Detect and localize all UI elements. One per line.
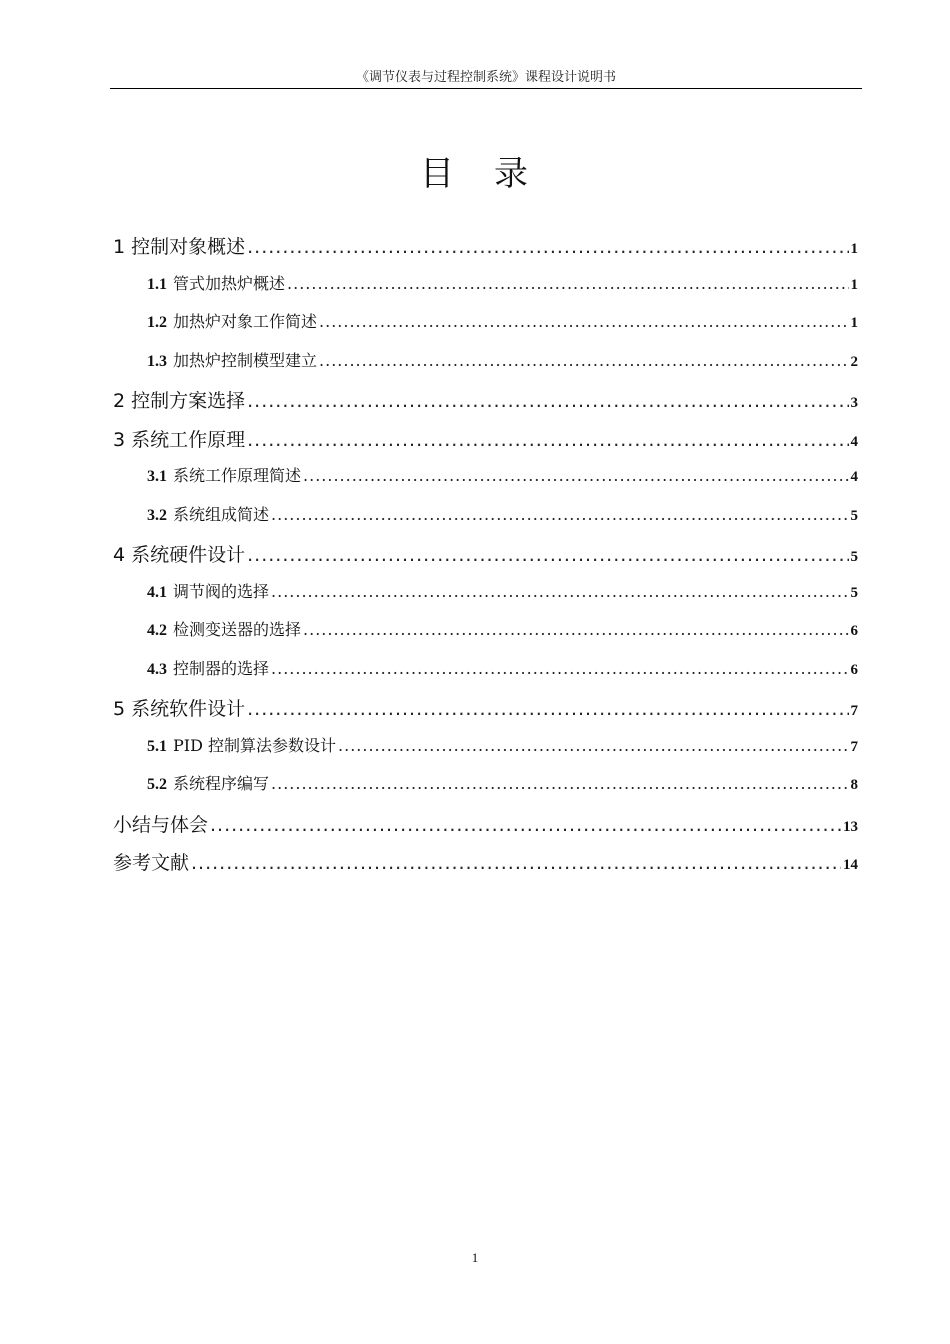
toc-section-number: 1.3: [147, 352, 167, 370]
page-title: [0, 146, 950, 195]
toc-page-number: 13: [843, 818, 858, 835]
toc-page-number: 5: [850, 549, 858, 565]
toc-section-title: 管式加热炉概述: [173, 273, 286, 293]
toc-entry-label: 1 控制对象概述: [113, 236, 246, 258]
toc-dot-leader: [271, 774, 848, 793]
title-char-right: 录: [494, 154, 530, 194]
toc-entry-label: [147, 771, 269, 794]
toc-page-number: 7: [850, 703, 858, 719]
toc-dot-leader: [247, 544, 848, 566]
toc-section-title: 控制器的选择: [173, 658, 270, 678]
toc-page-number: 8: [850, 777, 858, 793]
toc-section-number: 1.1: [147, 275, 167, 293]
toc-entry-label: [147, 617, 301, 640]
toc-entry-label: [147, 309, 317, 332]
toc-section-title: 加热炉对象工作简述: [173, 312, 318, 331]
toc-section-entry[interactable]: [113, 733, 858, 772]
toc-chapter-entry[interactable]: [113, 386, 858, 425]
toc-section-entry[interactable]: [113, 579, 858, 618]
toc-dot-leader: [210, 814, 841, 836]
toc-section-title: 系统程序编写: [173, 774, 270, 793]
toc-dot-leader: [247, 698, 848, 720]
running-header: 《调节仪表与过程控制系统》课程设计说明书: [355, 70, 616, 85]
toc-dot-leader: [319, 312, 848, 331]
toc-entry-label: [147, 348, 317, 371]
toc-section-title: 加热炉控制模型建立: [173, 350, 318, 370]
toc-section-entry[interactable]: [113, 309, 858, 348]
toc-dot-leader: [303, 466, 848, 485]
table-of-contents: [113, 232, 858, 887]
toc-section-entry[interactable]: [113, 271, 858, 310]
toc-page-number: 3: [850, 395, 858, 411]
toc-chapter-entry[interactable]: [113, 425, 858, 464]
toc-entry-label: [147, 463, 301, 486]
toc-page-number: 1: [850, 241, 858, 257]
toc-page-number: 5: [850, 584, 858, 601]
toc-page-number: 4: [850, 469, 858, 485]
toc-section-entry[interactable]: [113, 617, 858, 656]
toc-page-number: 1: [850, 276, 858, 293]
toc-section-entry[interactable]: [113, 656, 858, 695]
toc-section-entry[interactable]: [113, 502, 858, 541]
toc-section-entry[interactable]: [113, 771, 858, 810]
toc-page-number: 7: [850, 738, 858, 755]
toc-section-number: 4.2: [147, 622, 167, 639]
toc-chapter-entry[interactable]: [113, 232, 858, 271]
page-number: 1: [471, 1250, 479, 1265]
toc-dot-leader: [247, 390, 848, 412]
toc-dot-leader: [287, 274, 848, 293]
toc-section-number: 1.2: [147, 314, 167, 331]
toc-section-number: 5.2: [147, 776, 167, 793]
toc-chapter-entry[interactable]: [113, 848, 858, 887]
toc-section-number: 3.2: [147, 506, 167, 524]
toc-section-title: 系统工作原理简述: [173, 466, 302, 485]
toc-entry-label: 5 系统软件设计: [113, 698, 246, 720]
toc-entry-label: [147, 271, 285, 294]
toc-entry-label: [147, 733, 336, 756]
toc-section-number: 4.1: [147, 583, 167, 601]
toc-page-number: 4: [850, 433, 858, 450]
toc-entry-label: [147, 656, 269, 679]
toc-dot-leader: [303, 620, 848, 639]
toc-dot-leader: [271, 505, 848, 524]
toc-section-title: 系统组成简述: [173, 504, 270, 524]
toc-dot-leader: [191, 852, 841, 874]
toc-entry-label: 参考文献: [113, 852, 190, 874]
toc-entry-label: 4 系统硬件设计: [113, 544, 246, 566]
toc-dot-leader: [271, 582, 848, 601]
toc-dot-leader: [247, 429, 848, 451]
toc-dot-leader: [338, 736, 848, 755]
toc-chapter-entry[interactable]: [113, 694, 858, 733]
toc-entry-label: 2 控制方案选择: [113, 390, 246, 412]
toc-section-title: 检测变送器的选择: [173, 620, 302, 639]
header-divider: [110, 88, 862, 89]
toc-section-entry[interactable]: [113, 348, 858, 387]
toc-page-number: 2: [850, 353, 858, 370]
toc-section-number: 5.1: [147, 737, 167, 755]
toc-dot-leader: [271, 659, 848, 678]
toc-dot-leader: [319, 351, 848, 370]
toc-entry-label: 3 系统工作原理: [113, 428, 246, 451]
toc-entry-label: [147, 502, 269, 525]
toc-section-number: 3.1: [147, 468, 167, 485]
toc-page-number: 6: [850, 661, 858, 678]
toc-entry-label: [147, 579, 269, 602]
toc-section-number: 4.3: [147, 660, 167, 678]
toc-page-number: 5: [850, 507, 858, 524]
toc-chapter-entry[interactable]: [113, 810, 858, 849]
toc-dot-leader: [247, 236, 848, 258]
toc-section-entry[interactable]: [113, 463, 858, 502]
toc-page-number: 1: [850, 315, 858, 331]
toc-section-title: PID 控制算法参数设计: [173, 735, 337, 755]
title-char-left: 目: [420, 154, 456, 194]
toc-section-title: 调节阀的选择: [173, 581, 270, 601]
toc-page-number: 14: [843, 857, 858, 873]
toc-entry-label: 小结与体会: [113, 813, 209, 836]
toc-chapter-entry[interactable]: [113, 540, 858, 579]
toc-page-number: 6: [850, 623, 858, 639]
